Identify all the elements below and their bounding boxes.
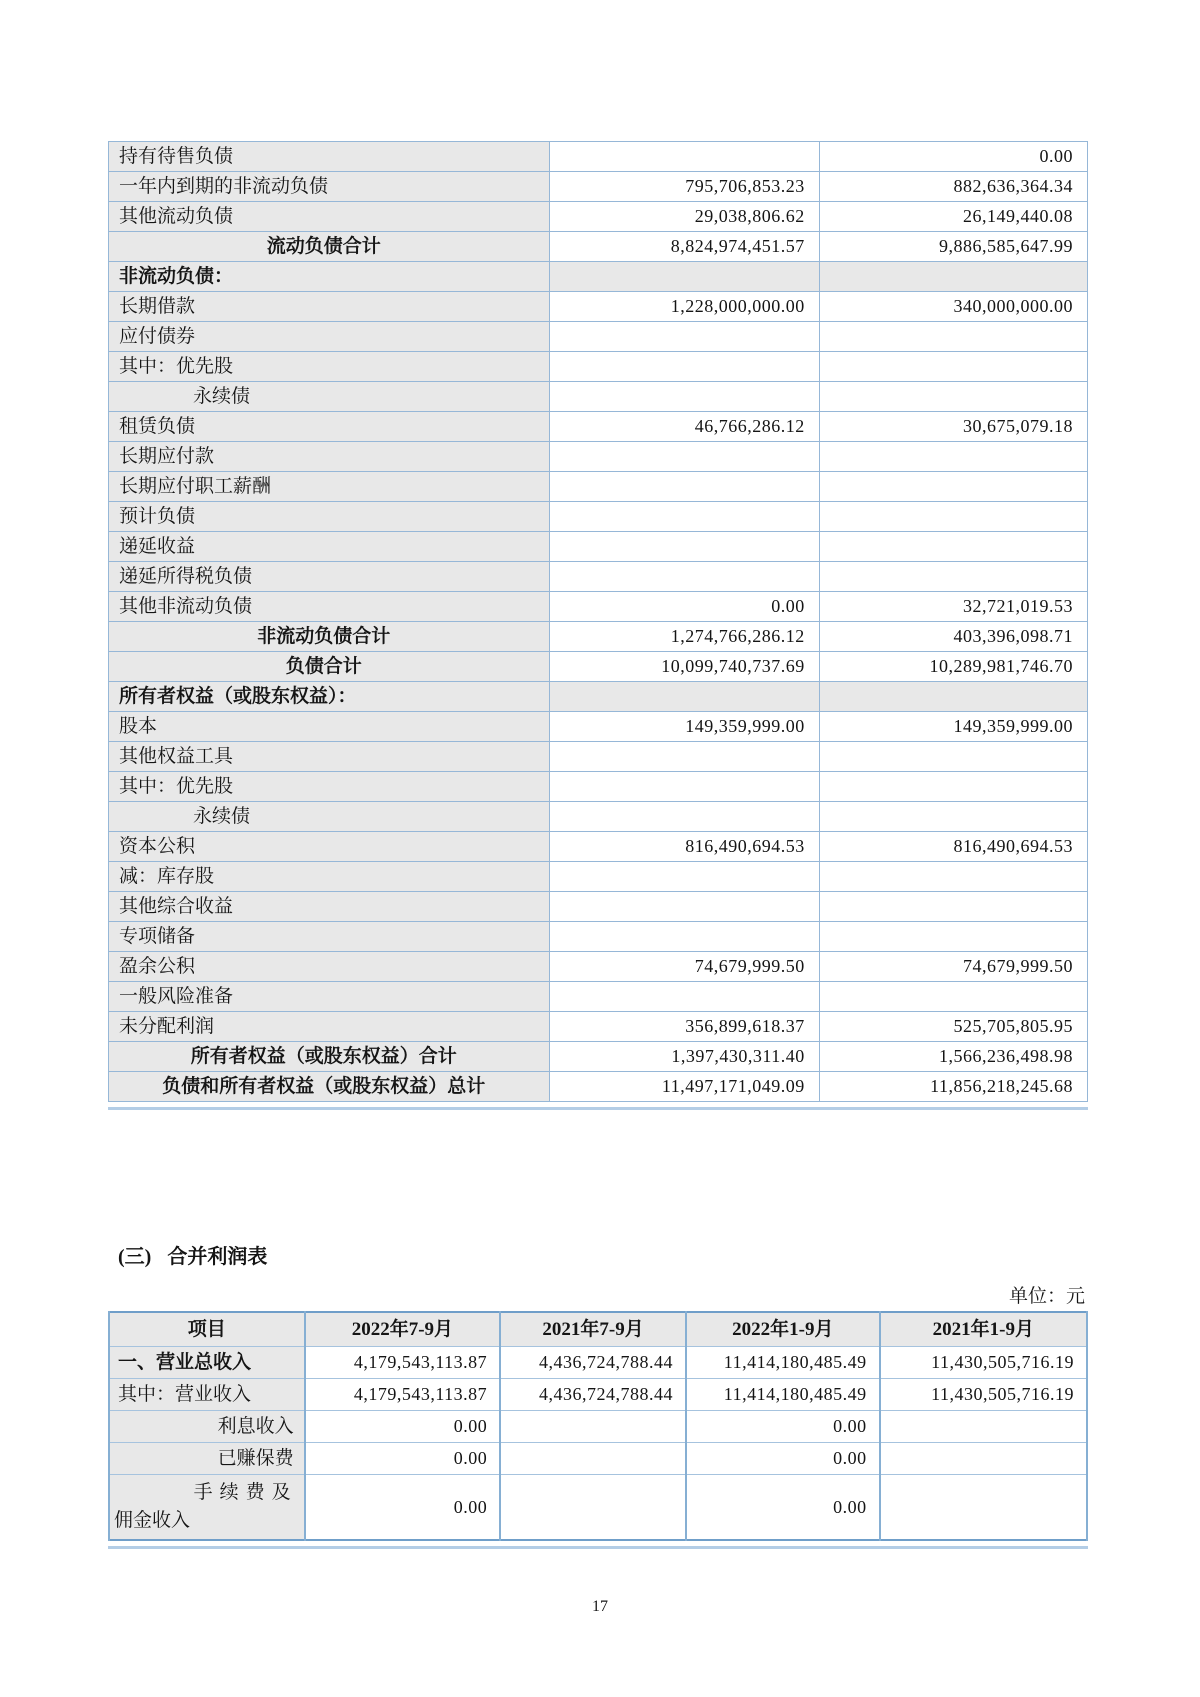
row-value: 30,675,079.18 — [819, 412, 1087, 442]
row-value — [819, 802, 1087, 832]
row-value — [819, 742, 1087, 772]
column-header: 项目 — [109, 1312, 305, 1347]
table-row — [109, 1475, 1087, 1541]
row-label: 预计负债 — [109, 502, 550, 532]
row-value: 0.00 — [686, 1443, 880, 1475]
row-value: 356,899,618.37 — [549, 1012, 819, 1042]
unit-label: 单位：元 — [1008, 1286, 1085, 1307]
row-value: 32,721,019.53 — [819, 592, 1087, 622]
row-value: 816,490,694.53 — [819, 832, 1087, 862]
table-row — [109, 892, 1088, 922]
row-label: 其他非流动负债 — [109, 592, 550, 622]
row-value — [819, 922, 1087, 952]
table-row — [109, 772, 1088, 802]
row-value — [819, 442, 1087, 472]
table-row — [109, 832, 1088, 862]
row-value: 11,430,505,716.19 — [880, 1379, 1087, 1411]
table-row — [109, 382, 1088, 412]
row-value: 8,824,974,451.57 — [549, 232, 819, 262]
row-value: 1,397,430,311.40 — [549, 1042, 819, 1072]
row-value: 0.00 — [686, 1411, 880, 1443]
table-row — [109, 862, 1088, 892]
row-value: 46,766,286.12 — [549, 412, 819, 442]
row-value: 340,000,000.00 — [819, 292, 1087, 322]
row-value — [819, 532, 1087, 562]
row-value — [819, 352, 1087, 382]
row-value: 0.00 — [305, 1443, 501, 1475]
row-value: 149,359,999.00 — [549, 712, 819, 742]
row-label: 其他权益工具 — [109, 742, 550, 772]
row-label: 租赁负债 — [109, 412, 550, 442]
row-label — [109, 1475, 305, 1541]
row-value — [549, 322, 819, 352]
table-row — [109, 1379, 1087, 1411]
table-row — [109, 502, 1088, 532]
row-label: 资本公积 — [109, 832, 550, 862]
row-label: 持有待售负债 — [109, 142, 550, 172]
row-label: 非流动负债合计 — [109, 622, 550, 652]
row-label: 专项储备 — [109, 922, 550, 952]
page-number: 17 — [592, 1598, 608, 1615]
table-row — [109, 472, 1088, 502]
income-statement-section — [108, 1311, 1088, 1549]
income-statement-table — [108, 1311, 1088, 1541]
row-label-line: 手续费及 — [193, 1482, 298, 1503]
row-label: 所有者权益（或股东权益）合计 — [109, 1042, 550, 1072]
row-value — [880, 1443, 1087, 1475]
table-row — [109, 412, 1088, 442]
column-header: 2022年1-9月 — [686, 1312, 880, 1347]
row-value: 816,490,694.53 — [549, 832, 819, 862]
row-value — [549, 532, 819, 562]
row-label: 永续债 — [109, 802, 550, 832]
row-value: 4,436,724,788.44 — [500, 1347, 686, 1379]
balance-sheet-table — [108, 141, 1088, 1102]
row-value: 0.00 — [686, 1475, 880, 1541]
row-value: 0.00 — [305, 1475, 501, 1541]
row-label: 负债合计 — [109, 652, 550, 682]
table-row — [109, 712, 1088, 742]
row-value — [549, 892, 819, 922]
row-value — [549, 862, 819, 892]
row-value — [819, 502, 1087, 532]
row-value — [819, 262, 1087, 292]
row-value: 149,359,999.00 — [819, 712, 1087, 742]
table-row — [109, 232, 1088, 262]
table-row — [109, 1072, 1088, 1102]
row-label: 其他流动负债 — [109, 202, 550, 232]
row-value: 0.00 — [549, 592, 819, 622]
row-label: 其中：优先股 — [109, 772, 550, 802]
table-row — [109, 562, 1088, 592]
row-value: 0.00 — [819, 142, 1087, 172]
row-label: 负债和所有者权益（或股东权益）总计 — [109, 1072, 550, 1102]
row-value — [549, 772, 819, 802]
row-value: 26,149,440.08 — [819, 202, 1087, 232]
column-header: 2021年1-9月 — [880, 1312, 1087, 1347]
row-value — [819, 892, 1087, 922]
row-value: 4,436,724,788.44 — [500, 1379, 686, 1411]
row-value — [819, 682, 1087, 712]
table-row — [109, 982, 1088, 1012]
row-label: 其他综合收益 — [109, 892, 550, 922]
row-value — [819, 862, 1087, 892]
row-value — [549, 262, 819, 292]
row-value: 11,414,180,485.49 — [686, 1347, 880, 1379]
row-label-line: 佣金收入 — [114, 1510, 191, 1531]
row-label: 减：库存股 — [109, 862, 550, 892]
table-row — [109, 652, 1088, 682]
row-value — [819, 982, 1087, 1012]
row-label: 一年内到期的非流动负债 — [109, 172, 550, 202]
table-row — [109, 1042, 1088, 1072]
row-value: 11,414,180,485.49 — [686, 1379, 880, 1411]
table-row — [109, 802, 1088, 832]
row-value: 882,636,364.34 — [819, 172, 1087, 202]
section-title: 合并利润表 — [167, 1246, 268, 1268]
row-value: 74,679,999.50 — [549, 952, 819, 982]
row-value: 11,497,171,049.09 — [549, 1072, 819, 1102]
table-row — [109, 352, 1088, 382]
row-value — [549, 682, 819, 712]
row-label: 未分配利润 — [109, 1012, 550, 1042]
row-label: 长期应付职工薪酬 — [109, 472, 550, 502]
row-value — [549, 502, 819, 532]
table-row — [109, 262, 1088, 292]
row-value: 4,179,543,113.87 — [305, 1379, 501, 1411]
row-label: 一、营业总收入 — [109, 1347, 305, 1379]
row-label: 长期借款 — [109, 292, 550, 322]
table-row — [109, 202, 1088, 232]
row-label: 非流动负债： — [109, 262, 550, 292]
row-value — [880, 1411, 1087, 1443]
row-label: 股本 — [109, 712, 550, 742]
row-label: 利息收入 — [109, 1411, 305, 1443]
row-value — [549, 562, 819, 592]
row-value: 1,228,000,000.00 — [549, 292, 819, 322]
table-row — [109, 922, 1088, 952]
balance-sheet-section — [108, 141, 1088, 1110]
table-row — [109, 682, 1088, 712]
table-row — [109, 442, 1088, 472]
row-value: 10,099,740,737.69 — [549, 652, 819, 682]
row-value: 10,289,981,746.70 — [819, 652, 1087, 682]
table-row — [109, 532, 1088, 562]
row-value: 74,679,999.50 — [819, 952, 1087, 982]
row-value — [549, 382, 819, 412]
row-value: 0.00 — [305, 1411, 501, 1443]
table-row — [109, 292, 1088, 322]
row-label: 递延收益 — [109, 532, 550, 562]
row-label: 盈余公积 — [109, 952, 550, 982]
table-row — [109, 1411, 1087, 1443]
section-heading — [118, 1240, 267, 1269]
row-value: 1,274,766,286.12 — [549, 622, 819, 652]
column-header: 2021年7-9月 — [500, 1312, 686, 1347]
row-label: 流动负债合计 — [109, 232, 550, 262]
row-value — [549, 982, 819, 1012]
row-value: 795,706,853.23 — [549, 172, 819, 202]
row-value — [500, 1443, 686, 1475]
row-value: 9,886,585,647.99 — [819, 232, 1087, 262]
table-row — [109, 952, 1088, 982]
row-label: 已赚保费 — [109, 1443, 305, 1475]
row-value — [500, 1411, 686, 1443]
row-value: 525,705,805.95 — [819, 1012, 1087, 1042]
row-value — [819, 382, 1087, 412]
row-value — [819, 472, 1087, 502]
row-label: 递延所得税负债 — [109, 562, 550, 592]
row-label: 其中：优先股 — [109, 352, 550, 382]
row-label: 所有者权益（或股东权益）： — [109, 682, 550, 712]
table-row — [109, 172, 1088, 202]
table-row — [109, 1347, 1087, 1379]
row-value — [549, 922, 819, 952]
table-row — [109, 1443, 1087, 1475]
row-value — [549, 142, 819, 172]
row-value — [549, 352, 819, 382]
section-number: (三) — [118, 1246, 152, 1268]
row-value — [549, 442, 819, 472]
column-header: 2022年7-9月 — [305, 1312, 501, 1347]
row-label: 长期应付款 — [109, 442, 550, 472]
row-label: 永续债 — [109, 382, 550, 412]
row-value — [500, 1475, 686, 1541]
row-value — [549, 742, 819, 772]
table-row — [109, 622, 1088, 652]
table-row — [109, 592, 1088, 622]
row-value — [549, 802, 819, 832]
table-header-row — [109, 1312, 1087, 1347]
table-row — [109, 742, 1088, 772]
row-value — [819, 772, 1087, 802]
table-row — [109, 1012, 1088, 1042]
row-label: 其中：营业收入 — [109, 1379, 305, 1411]
row-value — [880, 1475, 1087, 1541]
row-value — [819, 322, 1087, 352]
row-value: 29,038,806.62 — [549, 202, 819, 232]
row-value — [819, 562, 1087, 592]
row-value: 1,566,236,498.98 — [819, 1042, 1087, 1072]
table-row — [109, 142, 1088, 172]
row-value: 11,430,505,716.19 — [880, 1347, 1087, 1379]
row-label: 应付债券 — [109, 322, 550, 352]
row-value: 4,179,543,113.87 — [305, 1347, 501, 1379]
row-value: 403,396,098.71 — [819, 622, 1087, 652]
row-value — [549, 472, 819, 502]
row-label: 一般风险准备 — [109, 982, 550, 1012]
row-value: 11,856,218,245.68 — [819, 1072, 1087, 1102]
table-row — [109, 322, 1088, 352]
